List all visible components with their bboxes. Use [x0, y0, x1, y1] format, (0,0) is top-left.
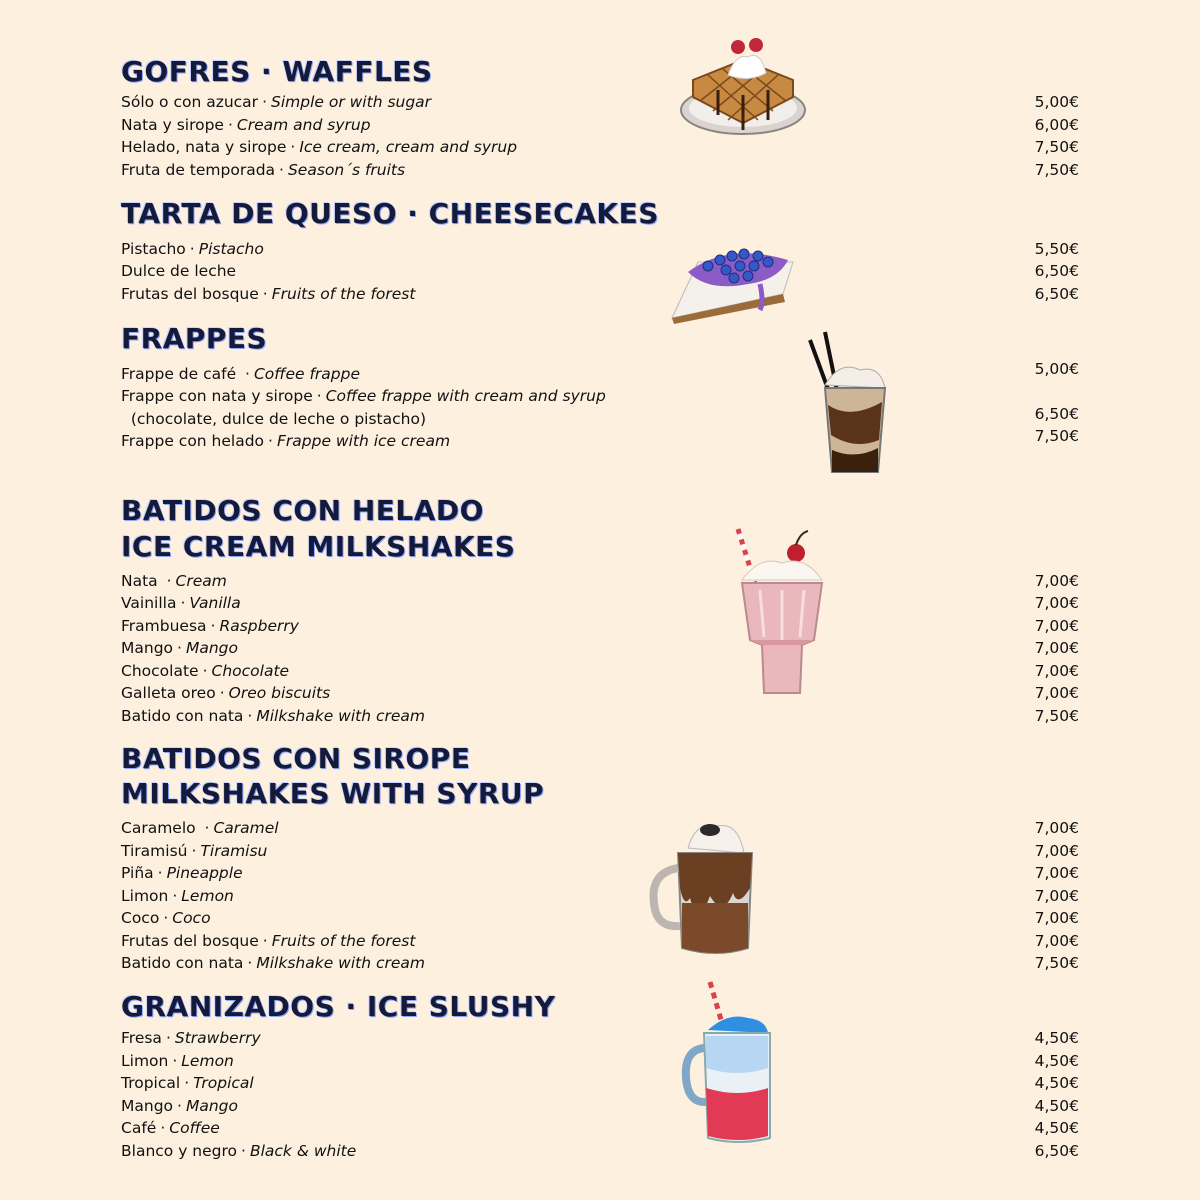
menu-item: Nata y sirope · Cream and syrup [121, 116, 371, 134]
item-price: 7,50€ [1034, 138, 1079, 156]
item-name-en: Coffee frappe with cream and syrup [325, 387, 606, 405]
item-price: 4,50€ [1034, 1119, 1079, 1137]
item-price: 7,50€ [1034, 954, 1079, 972]
item-name-es: Caramelo [121, 819, 201, 837]
menu-item: Mango · Mango [121, 1097, 238, 1115]
item-price: 7,50€ [1034, 707, 1079, 725]
item-name-es: Piña [121, 864, 154, 882]
item-name-en: Frappe with ice cream [276, 432, 451, 450]
item-name-en: Coffee frappe [253, 365, 361, 383]
item-name-es: Tiramisú [121, 842, 188, 860]
item-name-es: Tropical [121, 1074, 181, 1092]
menu-item-note [121, 408, 1081, 430]
menu-item: Tiramisú · Tiramisu [121, 842, 268, 860]
item-name-es: Nata [121, 572, 163, 590]
item-name-es: Fresa [121, 1029, 162, 1047]
item-name-es: Frappe con helado [121, 432, 265, 450]
menu-item: Nata · Cream [121, 572, 227, 590]
item-name-en: Pistacho [198, 240, 264, 258]
item-price: 7,00€ [1034, 842, 1079, 860]
item-price: 7,00€ [1034, 864, 1079, 882]
menu-item: Sólo o con azucar · Simple or with sugar [121, 93, 432, 111]
waffle-illustration [678, 35, 808, 140]
item-price: 7,00€ [1034, 684, 1079, 702]
menu-item: Fruta de temporada · Season´s fruits [121, 161, 406, 179]
menu-item: Mango · Mango [121, 639, 238, 657]
item-price: 6,50€ [1034, 285, 1079, 303]
item-price: 7,00€ [1034, 662, 1079, 680]
item-name-en: Season´s fruits [287, 161, 406, 179]
menu-item: Tropical · Tropical [121, 1074, 254, 1092]
item-name-en: Mango [185, 1097, 238, 1115]
section-subtitle-syrup-shakes: MILKSHAKES WITH SYRUP [121, 777, 545, 810]
item-price: 7,00€ [1034, 909, 1079, 927]
menu-item: Frutas del bosque · Fruits of the forest [121, 285, 416, 303]
section-title-waffles: GOFRES · WAFFLES [121, 55, 433, 88]
item-name-en: Caramel [213, 819, 279, 837]
item-name-en: Fruits of the forest [271, 285, 416, 303]
item-price: 5,00€ [1034, 360, 1079, 378]
item-name-es: Limon [121, 1052, 169, 1070]
item-name-en: Mango [185, 639, 238, 657]
item-name-es: Pistacho [121, 240, 186, 258]
frappe-illustration [800, 330, 895, 478]
item-name-es: Frappe de café [121, 365, 242, 383]
item-name-en: Tiramisu [200, 842, 268, 860]
item-name-es: Frambuesa [121, 617, 207, 635]
item-name-es: Sólo o con azucar [121, 93, 259, 111]
item-price: 7,50€ [1034, 161, 1079, 179]
item-name-en: Raspberry [219, 617, 299, 635]
section-title-icecream-shakes: BATIDOS CON HELADO [121, 494, 484, 527]
menu-item: Blanco y negro · Black & white [121, 1142, 357, 1160]
menu-item: Café · Coffee [121, 1119, 220, 1137]
item-name-en: Oreo biscuits [228, 684, 331, 702]
item-name-en: Coffee [169, 1119, 220, 1137]
item-name-en: Chocolate [211, 662, 290, 680]
item-name-en: Strawberry [174, 1029, 261, 1047]
item-price: 7,00€ [1034, 887, 1079, 905]
item-price: 7,00€ [1034, 572, 1079, 590]
section-subtitle-icecream-shakes: ICE CREAM MILKSHAKES [121, 530, 516, 563]
menu-item: Limon · Lemon [121, 887, 234, 905]
item-name-es: Blanco y negro [121, 1142, 238, 1160]
item-name-es: (chocolate, dulce de leche o pistacho) [121, 410, 426, 428]
item-price: 6,50€ [1034, 1142, 1079, 1160]
menu-item: Frambuesa · Raspberry [121, 617, 299, 635]
item-name-es: Batido con nata [121, 707, 244, 725]
menu-item: Helado, nata y sirope · Ice cream, cream and syrup [121, 138, 518, 156]
section-title-slushy: GRANIZADOS · ICE SLUSHY [121, 990, 556, 1023]
item-price: 6,00€ [1034, 116, 1079, 134]
item-name-es: Café [121, 1119, 157, 1137]
menu-item: Pistacho · Pistacho [121, 240, 264, 258]
item-name-es: Coco [121, 909, 160, 927]
item-name-en: Fruits of the forest [271, 932, 416, 950]
menu-item: Frappe con nata y sirope · Coffee frappe with cream and syrup [121, 387, 606, 405]
item-name-es: Dulce de leche [121, 262, 237, 280]
item-price: 7,00€ [1034, 932, 1079, 950]
item-name-es: Mango [121, 1097, 174, 1115]
menu-item: Batido con nata · Milkshake with cream [121, 954, 425, 972]
section-title-frappes: FRAPPES [121, 322, 268, 355]
item-name-en: Simple or with sugar [271, 93, 432, 111]
item-name-es: Mango [121, 639, 174, 657]
menu-item: Vainilla · Vanilla [121, 594, 241, 612]
item-name-es: Galleta oreo [121, 684, 216, 702]
item-name-es: Frutas del bosque [121, 932, 259, 950]
item-price: 6,50€ [1034, 262, 1079, 280]
item-price: 4,50€ [1034, 1097, 1079, 1115]
item-price: 4,50€ [1034, 1052, 1079, 1070]
item-name-en: Cream and syrup [236, 116, 371, 134]
item-name-es: Fruta de temporada [121, 161, 276, 179]
item-name-en: Pineapple [166, 864, 243, 882]
item-name-es: Vainilla [121, 594, 177, 612]
menu-item: Fresa · Strawberry [121, 1029, 261, 1047]
milkshake-illustration [730, 525, 830, 700]
item-price: 7,50€ [1034, 427, 1079, 445]
menu-item: Caramelo · Caramel [121, 819, 279, 837]
item-name-es: Frutas del bosque [121, 285, 259, 303]
item-price: 4,50€ [1034, 1074, 1079, 1092]
item-name-en: Cream [175, 572, 227, 590]
menu-item: Coco · Coco [121, 909, 211, 927]
menu-item: Frappe de café · Coffee frappe [121, 365, 361, 383]
item-name-es: Nata y sirope [121, 116, 224, 134]
menu-item: Piña · Pineapple [121, 864, 243, 882]
item-price: 7,00€ [1034, 594, 1079, 612]
slushy-illustration [678, 978, 778, 1146]
item-name-en: Lemon [181, 1052, 234, 1070]
item-price: 7,00€ [1034, 639, 1079, 657]
item-price: 7,00€ [1034, 819, 1079, 837]
item-name-es: Helado, nata y sirope [121, 138, 287, 156]
item-name-en: Milkshake with cream [256, 707, 425, 725]
item-name-es: Chocolate [121, 662, 199, 680]
item-price: 6,50€ [1034, 405, 1079, 423]
item-name-en: Coco [172, 909, 211, 927]
item-name-en: Milkshake with cream [256, 954, 425, 972]
item-name-en: Vanilla [189, 594, 241, 612]
item-price: 5,00€ [1034, 93, 1079, 111]
item-price: 5,50€ [1034, 240, 1079, 258]
menu-item: Limon · Lemon [121, 1052, 234, 1070]
menu-item: Frutas del bosque · Fruits of the forest [121, 932, 416, 950]
menu-item: Batido con nata · Milkshake with cream [121, 707, 425, 725]
menu-item: Frappe con helado · Frappe with ice cream [121, 432, 451, 450]
item-name-en: Lemon [181, 887, 234, 905]
section-title-cheesecakes: TARTA DE QUESO · CHEESECAKES [121, 197, 659, 230]
item-name-en: Tropical [193, 1074, 254, 1092]
item-price: 4,50€ [1034, 1029, 1079, 1047]
cheesecake-illustration [668, 232, 798, 324]
item-name-en: Ice cream, cream and syrup [299, 138, 518, 156]
section-title-syrup-shakes: BATIDOS CON SIROPE [121, 742, 471, 775]
item-name-en: Black & white [249, 1142, 357, 1160]
menu-item [121, 260, 1081, 282]
menu-item: Galleta oreo · Oreo biscuits [121, 684, 331, 702]
syrup-shake-illustration [648, 808, 758, 958]
menu-item: Chocolate · Chocolate [121, 662, 290, 680]
item-name-es: Limon [121, 887, 169, 905]
item-name-es: Batido con nata [121, 954, 244, 972]
item-price: 7,00€ [1034, 617, 1079, 635]
item-name-es: Frappe con nata y sirope [121, 387, 313, 405]
